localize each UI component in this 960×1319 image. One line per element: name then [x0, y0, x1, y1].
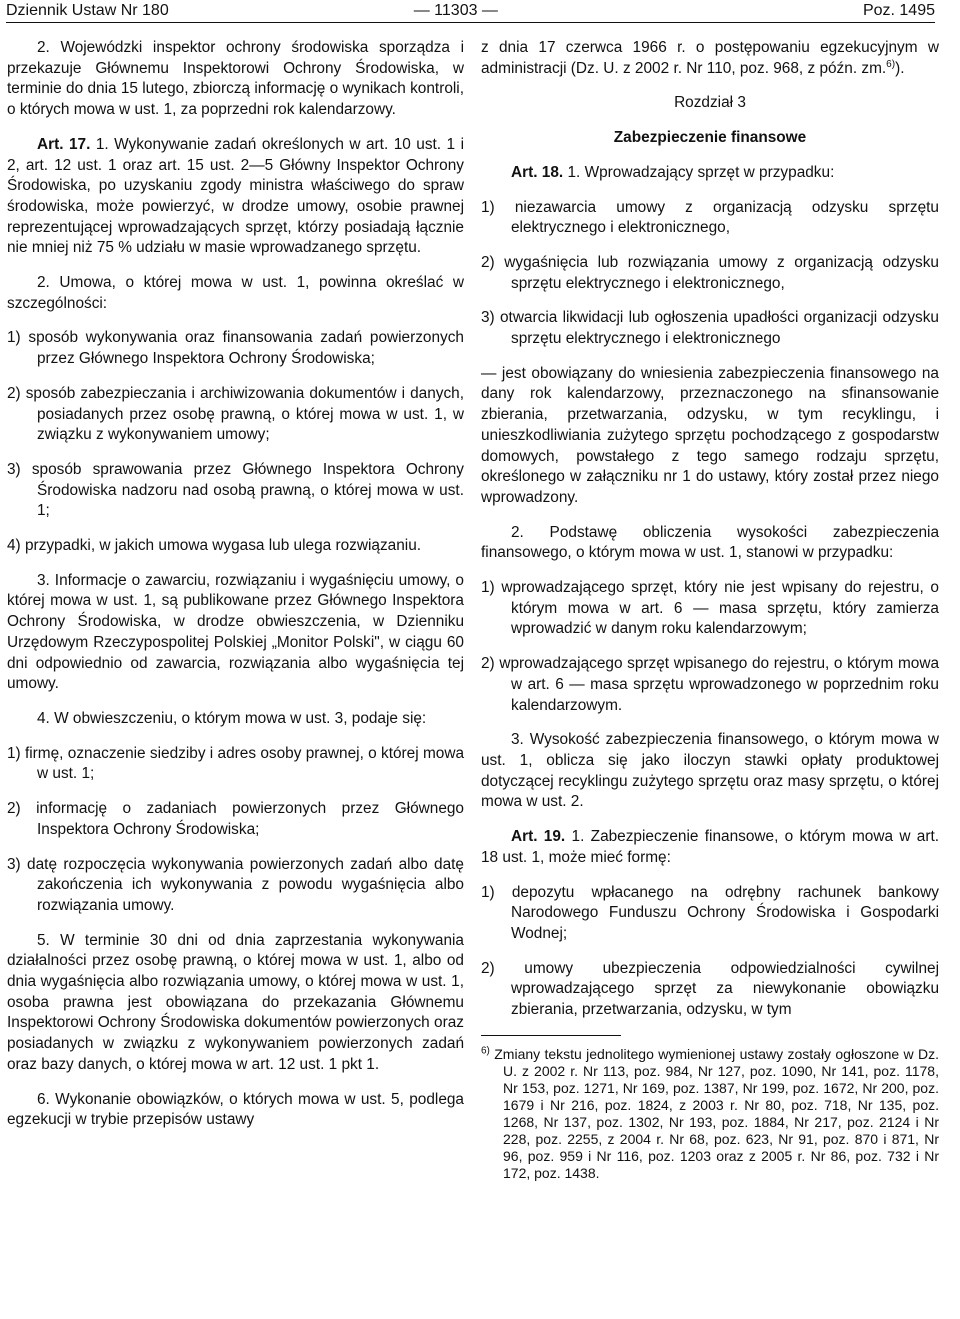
list-item: 1) firmę, oznaczenie siedziby i adres osoby prawnej, o której mowa w ust. 1; [7, 744, 464, 783]
paragraph-16-2: 2. Wojewódzki inspektor ochrony środowiska sporządza i przekazuje Głównemu Inspektorowi Ochrony Środowiska, w terminie do dnia 15 lutego, zbiorczą informację o wynikach kontroli, o których mowa w ust. 1, za poprzedni rok kalendarzowy. [7, 39, 464, 119]
list-item: 1) depozytu wpłacanego na odrębny rachunek bankowy Narodowego Funduszu Ochrony Środowiska i Gospodarki Wodnej; [481, 883, 939, 942]
article-17-para-5: 5. W terminie 30 dni od dnia zaprzestania wykonywania działalności przez osobę prawną, o której mowa w ust. 1, albo od dnia wygaśnięcia albo rozwiązania umowy, o której mowa w ust. 1, osoba prawna jest obowiązana do przekazania Głównemu Inspektorowi Ochrony Środowiska dokumentów powierzonych oraz posiadanych w związku z wykonywaniem powierzonych zadań oraz bazy danych, o której mowa w art. 12 ust. 1 pkt 1. [7, 931, 464, 1073]
article-17-para-1 [7, 135, 464, 259]
right-column [481, 38, 939, 1182]
article-18-para-3: 3. Wysokość zabezpieczenia finansowego, o którym mowa w ust. 1, oblicza się jako iloczyn stawki opłaty produktowej dotyczącej recyklingu zużytego sprzętu oraz masy sprzętu, o której mowa w ust. 2. [481, 731, 939, 811]
running-header [6, 0, 935, 23]
list-item: 2) sposób zabezpieczania i archiwizowania dokumentów i danych, posiadanych przez osobę prawną, o której mowa w ust. 1, w związku z wykonywaniem umowy; [7, 384, 464, 444]
footnote-text: Zmiany tekstu jednolitego wymienionej ustawy zostały ogłoszone w Dz. U. z 2002 r. Nr 113, poz. 984, Nr 127, poz. 1090, Nr 141, poz. 1178, Nr 153, poz. 1271, Nr 169, poz. 1387, Nr 199, poz. 1672, Nr 200, poz. 1679 i Nr 216, poz. 1824, z 2003 r. Nr 80, poz. 718, Nr 135, poz. 1268, Nr 137, poz. 1302, Nr 193, poz. 1884, Nr 217, poz. 2124 i Nr 228, poz. 2255, z 2004 r. Nr 68, poz. 623, Nr 91, poz. 870 i 871, Nr 96, poz. 959 i Nr 116, poz. 1203 oraz z 2005 r. Nr 86, poz. 732 i Nr 172, poz. 1438. [489, 1045, 939, 1181]
article-17-para-2: 2. Umowa, o której mowa w ust. 1, powinna określać w szczególności: [7, 274, 464, 312]
list-item: 1) sposób wykonywania oraz finansowania zadań powierzonych przez Głównego Inspektora Ochrony Środowiska; [7, 329, 464, 368]
article-18-heading: Art. 18. [511, 163, 564, 181]
footnote-number: 6) [481, 1045, 490, 1057]
article-19-para-1 [481, 827, 939, 868]
article-18-text: 1. Wprowadzający sprzęt w przypadku: [563, 163, 835, 181]
footnote-divider [481, 1035, 621, 1036]
article-17-para-3: 3. Informacje o zawarciu, rozwiązaniu i wygaśnięciu umowy, o której mowa w ust. 1, są publikowane przez Głównego Inspektora Ochrony Środowiska, w drodze obwieszczenia, w Dzienniku Urzędowym Rzeczypospolitej Polskiej „Monitor Polski", w ciągu 60 dni odpowiednio od zawarcia, rozwiązania albo wygaśnięcia tej umowy. [7, 571, 464, 693]
list-item: 2) wprowadzającego sprzęt wpisanego do rejestru, o którym mowa w art. 6 — masa sprzętu wprowadzonego w poprzednim roku kalendarzowym. [481, 655, 939, 714]
list-item: 1) wprowadzającego sprzęt, który nie jest wpisany do rejestru, o którym mowa w art. 6 — masa sprzętu, który zamierza wprowadzić w danym roku kalendarzowym; [481, 579, 939, 638]
article-18-para-2: 2. Podstawę obliczenia wysokości zabezpieczenia finansowego, o którym mowa w ust. 1, stanowi w przypadku: [481, 523, 939, 562]
footnote-reference: 6) [886, 58, 896, 70]
left-column [7, 38, 464, 1145]
position-number: Poz. 1495 [862, 2, 935, 19]
list-item: 2) informację o zadaniach powierzonych przez Głównego Inspektora Ochrony Środowiska; [7, 800, 464, 838]
article-19-text: 1. Zabezpieczenie finansowe, o którym mowa w art. 18 ust. 1, może mieć formę: [481, 828, 940, 866]
list-item: 3) sposób sprawowania przez Głównego Inspektora Ochrony Środowiska nadzoru nad osobą prawną, o której mowa w ust. 1; [7, 460, 464, 520]
article-17-para-6: 6. Wykonanie obowiązków, o których mowa w ust. 5, podlega egzekucji w trybie przepisów ustawy [7, 1090, 464, 1129]
article-17-para-4: 4. W obwieszczeniu, o którym mowa w ust. 3, podaje się: [37, 709, 427, 727]
article-18-para-1 [481, 163, 939, 184]
continuation-text: z dnia 17 czerwca 1966 r. o postępowaniu egzekucyjnym w administracji (Dz. U. z 2002 r. Nr 110, poz. 968, z późn. zm.$^{6)}$). [481, 39, 939, 77]
article-17-heading: Art. 17. [37, 135, 91, 153]
list-item: 2) wygaśnięcia lub rozwiązania umowy z organizacją odzysku sprzętu elektrycznego i elektronicznego, [481, 253, 939, 292]
page-number: — 11303 — [413, 2, 498, 19]
article-18-tail: — jest obowiązany do wniesienia zabezpieczenia finansowego na dany rok kalendarzowy, przeznaczonego na sfinansowanie zbierania, przetwarzania, odzysku, w tym recyklingu, i unieszkodliwiania zużytego sprzętu pochodzącego z gospodarstw domowych, powstałego z tego samego rodzaju sprzętu, określonego w załączniku nr 1 do ustawy, który został przez niego wprowadzony. [481, 364, 939, 506]
list-item: 1) niezawarcia umowy z organizacją odzysku sprzętu elektrycznego i elektronicznego, [481, 198, 939, 237]
chapter-number: Rozdział 3 [674, 94, 746, 112]
list-item: 3) otwarcia likwidacji lub ogłoszenia upadłości organizacji odzysku sprzętu elektrycznego i elektronicznego [481, 309, 939, 348]
footnote [481, 1046, 939, 1182]
chapter-title: Zabezpieczenie finansowe [613, 129, 807, 147]
list-item: 4) przypadki, w jakich umowa wygasa lub ulega rozwiązaniu. [7, 537, 422, 555]
list-item: 3) datę rozpoczęcia wykonywania powierzonych zadań albo datę zakończenia ich wykonywania z powodu wygaśnięcia albo rozwiązania umowy. [7, 855, 464, 914]
article-17-text: 1. Wykonywanie zadań określonych w art. 10 ust. 1 i 2, art. 12 ust. 1 oraz art. 15 ust. 2—5 Główny Inspektor Ochrony Środowiska, po uzyskaniu zgody ministra właściwego do spraw środowiska, może powierzyć, w drodze umowy, osobie prawnej reprezentującej wprowadzających sprzęt, którzy posiadają łącznie nie mniej niż 75 % udziału w masie wprowadzanego sprzętu. [7, 135, 464, 257]
journal-title: Dziennik Ustaw Nr 180 [6, 2, 169, 19]
list-item: 2) umowy ubezpieczenia odpowiedzialności cywilnej wprowadzającego sprzęt za niewykonanie obowiązku zbierania, przetwarzania, odzysku, w tym [481, 959, 939, 1019]
article-19-heading: Art. 19. [511, 828, 566, 846]
